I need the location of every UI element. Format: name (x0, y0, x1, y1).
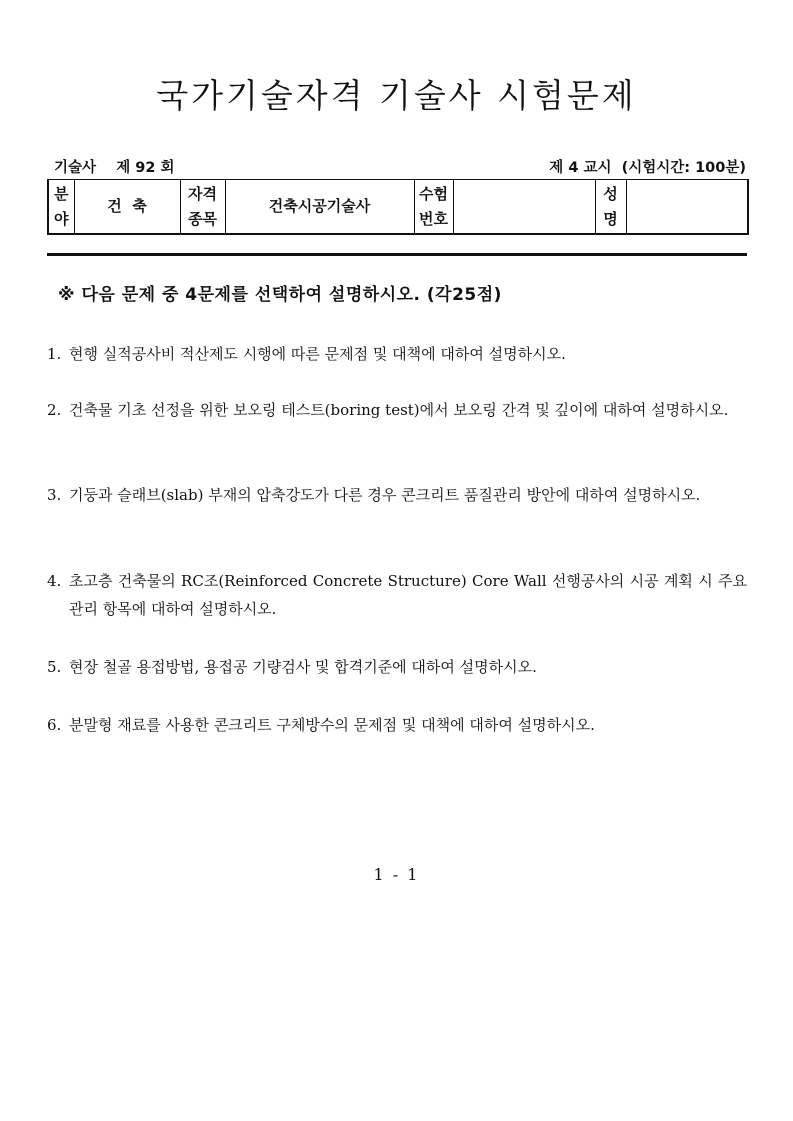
exam-session-time: 제 4 교시 (시험시간: 100분) (549, 160, 746, 176)
question-text: 분말형 재료를 사용한 콘크리트 구체방수의 문제점 및 대책에 대하여 설명하시오. (69, 716, 595, 734)
name-label-line1: 성 (603, 184, 618, 203)
section-divider (47, 253, 747, 256)
name-field[interactable] (626, 180, 748, 235)
qualification-value-cell (225, 180, 414, 235)
question-number: 5. (47, 658, 62, 676)
exam-number-label-cell (414, 180, 453, 235)
field-value-cell (74, 180, 180, 235)
question-item (47, 340, 747, 368)
qualification-label-cell (180, 180, 225, 235)
exam-info-line (54, 156, 746, 178)
page-number: 1 - 1 (373, 865, 420, 884)
document-title: 국가기술자격 기술사 시험문제 (156, 76, 637, 115)
question-item (47, 567, 747, 623)
question-item (47, 481, 747, 509)
question-item (47, 653, 747, 681)
question-text: 현행 실적공사비 적산제도 시행에 따른 문제점 및 대책에 대하여 설명하시오. (69, 345, 566, 363)
field-value: 건 축 (107, 197, 147, 215)
field-label-cell (48, 180, 74, 235)
exam-number-field[interactable] (453, 180, 595, 235)
name-label-cell (595, 180, 626, 235)
qualification-label-line1: 자격 (188, 184, 217, 203)
name-label-line2: 명 (603, 209, 618, 228)
qualification-value: 건축시공기술사 (268, 197, 371, 215)
question-number: 2. (47, 401, 62, 419)
question-number: 3. (47, 486, 62, 504)
question-number: 4. (47, 572, 62, 590)
exam-number-label-line2: 번호 (419, 209, 448, 228)
question-item (47, 711, 747, 739)
exam-number-label-line1: 수험 (419, 184, 448, 203)
exam-info-table (47, 179, 749, 235)
question-text: 기둥과 슬래브(slab) 부재의 압축강도가 다른 경우 콘크리트 품질관리 방안에 대하여 설명하시오. (69, 486, 701, 504)
question-text: 건축물 기초 선정을 위한 보오링 테스트(boring test)에서 보오링 간격 및 깊이에 대하여 설명하시오. (69, 401, 729, 419)
field-label-line2: 야 (54, 209, 69, 228)
qualification-label-line2: 종목 (188, 209, 217, 228)
exam-round: 기술사 제 92 회 (54, 160, 175, 176)
field-label-line1: 분 (54, 184, 69, 203)
instruction-text: ※ 다음 문제 중 4문제를 선택하여 설명하시오. (각25점) (58, 285, 502, 305)
question-item (47, 396, 747, 424)
question-text: 현장 철골 용접방법, 용접공 기량검사 및 합격기준에 대하여 설명하시오. (69, 658, 537, 676)
question-text: 초고층 건축물의 RC조(Reinforced Concrete Structure) Core Wall 선행공사의 시공 계획 시 주요관리 항목에 대하여 설명하시오. (69, 572, 747, 618)
question-number: 1. (47, 345, 62, 363)
question-number: 6. (47, 716, 62, 734)
